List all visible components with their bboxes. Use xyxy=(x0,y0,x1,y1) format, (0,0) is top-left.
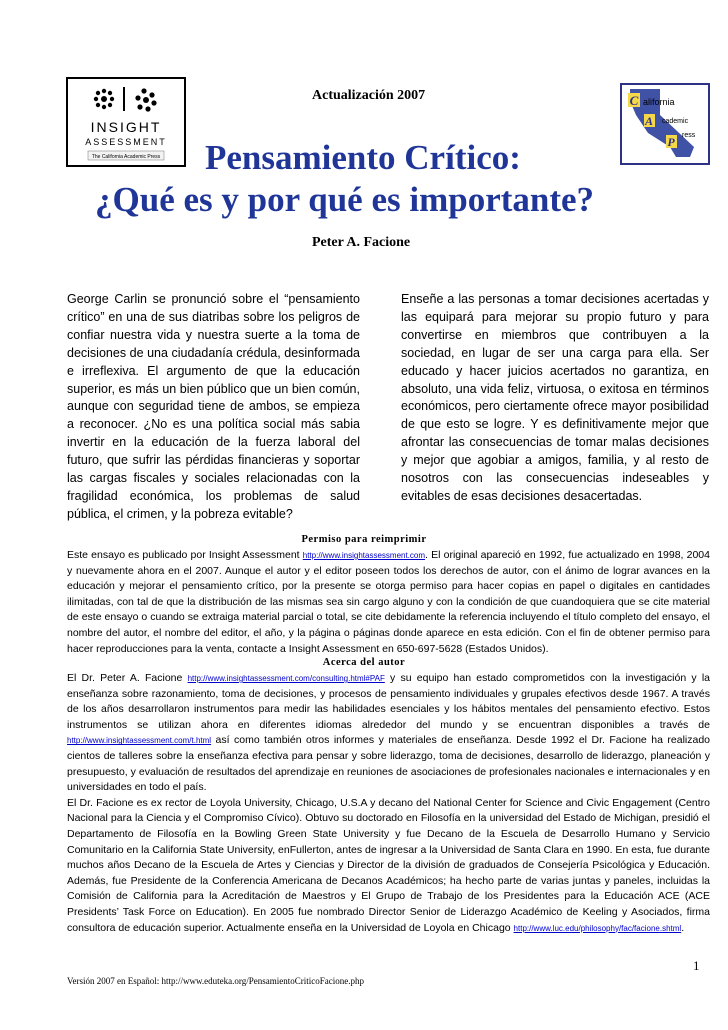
page-number: 1 xyxy=(693,958,700,973)
page-title-line-2: ¿Qué es y por qué es importante? xyxy=(95,180,595,219)
cap-logo-graphic xyxy=(622,85,708,163)
about-paragraph-2 xyxy=(67,796,710,936)
about-author-heading: Acerca del autor xyxy=(322,657,406,668)
about-p2-text-b: . xyxy=(681,921,685,934)
update-label: Actualización 2007 xyxy=(312,88,426,103)
cap-word-california: alifornia xyxy=(643,97,675,107)
about-author-text xyxy=(67,671,710,936)
permission-text-a: Este ensayo es publicado por Insight Assessment xyxy=(67,549,303,561)
intro-column-right: Enseñe a las personas a tomar decisiones acertadas y las equipará para mejorar su propio futuro y para convertirse en miembros que contribuyen a la sociedad, en lugar de ser una carga para ella. Ser educado y hacer juicios acertados no garantiza, en absoluto, una vida feliz, virtuosa, o exitosa en términos económicos, pero ciertamente ofrece mayor posibilidad de que esto se logre. Y es definitivamente mejor que afrontar las consecuencias de tomar malas decisiones y mejor que agobiar a amigos, familia, y al resto de nosotros con las consecuencias indeseables y evitables de esas decisiones desacertadas. xyxy=(401,292,709,503)
california-academic-press-logo xyxy=(620,83,710,165)
about-paragraph-1 xyxy=(67,671,710,796)
about-p1-text-a: El Dr. Peter A. Facione xyxy=(67,672,188,684)
about-p2-text-a: El Dr. Facione es ex rector de Loyola University, Chicago, U.S.A y decano del National Center for Science and Civic Engagement (Centro Nacional para la Ciencia y el Compromiso Cívico). Obtuvo su doctorado en Filosofía en la universidad del Estado de Michigan, presidió el Departamento de Filosofía en la Bowling Green State University y fue Decano de la Escuela de Desarrollo Humano y Servicio Comunitario en la California State University, enFullerton, antes de ingresar a la Universidad de Santa Clara en 1990. En esta, fue durante muchos años Decano de la Escuela de Artes y Ciencias y Director de la división de graduados de Consejería Psicológica y Educación. Además, fue Presidente de la Conferencia Americana de Decanos Académicos; ha hecho parte de varias juntas y paneles, incluidas la Comisión de California para la Acreditación de Maestros y El Grupo de Trabajo de los Presidentes para la Educación ACE (ACE Presidents’ Task Force on Education). En 2005 fue nombrado Director Senior de Liderazgo Académico de Keeling y Asociados, firma consultora de educación superior. Actualmente enseña en la Universidad de Loyola en Chicago xyxy=(67,796,711,934)
insight-logo-tagline: The California Academic Press xyxy=(91,154,161,160)
insight-logo-word: INSIGHT xyxy=(90,119,162,135)
insight-assessment-logo xyxy=(66,77,186,167)
permission-text-b: . El original apareció en 1992, fue actualizado en 1998, 2004 y nuevamente ahora en el 2007. Aunque el autor y el editor poseen todos los derechos de autor, con el ánimo de lograr avances en la educación y mejorar el pensamiento crítico, por la presente se otorga permiso para hacer copias en papel o digitales en cantidades ilimitadas, con tal de que la distribución de las mismas sea sin cargo alguno y con la condición de que cuandoquiera que se cite material de este ensayo o cuando se extraiga material parcial o total, se cite debidamente la referencia incluyendo el título completo del ensayo, el nombre del autor, el nombre del editor, el año, y la página o páginas donde aparece en esta edición. Con el fin de obtener permiso para hacer reproducciones para la venta, contacte a Insight Assessment en 650-697-5628 (Estados Unidos). xyxy=(67,549,710,655)
instruments-link[interactable]: http://www.insightassessment.com/t.html xyxy=(67,736,212,746)
cap-letter-p: P xyxy=(667,135,675,149)
insight-assessment-link[interactable]: http://www.insightassessment.com xyxy=(302,551,426,560)
about-p1-text-b: y su equipo han estado comprometidos con la investigación y la enseñanza sobre razonamiento, toma de decisiones, y procesos de pensamiento individuales y grupales efectivos desde 1967. A través de los años desarrollaron instrumentos para medir las habilidades esenciales y los hábitos mentales del pensamiento efectivo. Estos instrumentos se utilizan ahora en diferentes idiomas alrededor del mundo y se encuentran disponibles a través de xyxy=(67,672,710,731)
intro-column-left: George Carlin se pronunció sobre el “pensamiento crítico” en una de sus diatribas sobre los peligros de confiar nuestra vida y nuestra suerte a la toma de decisiones de una ciudadanía crédula, desinformada e irreflexiva. El argumento de que la educación superior, es más un bien público que un bien común, aunque con seguridad tiene de ambos, se empieza a reconocer. ¿No es una política social más sabia invertir en la educación de la fuerza laboral del futuro, que sufrir las pérdidas financieras y soportar las cargas fiscales y sociales relacionadas con la fragilidad económica, los problemas de salud pública, el crimen, y la pobreza evitable? xyxy=(67,292,360,521)
loyola-faculty-link[interactable]: http://www.luc.edu/philosophy/fac/facione.shtml xyxy=(513,923,682,933)
author-name: Peter A. Facione xyxy=(312,235,411,250)
cap-word-academic: cademic xyxy=(662,118,689,125)
about-p1-text-c: así como también otros informes y materiales de enseñanza. Desde 1992 el Dr. Facione ha realizado cientos de talleres sobre la enseñanza efectiva para pensar y sobre liderazgo, toma de decisiones, desarrollo de liderazgo, planeación y presupuesto, y evaluación de resultados del aprendizaje en reuniones de asociaciones de profesionales nacionales e internacionales y en universidades en todo el país. xyxy=(67,734,710,794)
cap-letter-a: A xyxy=(644,114,654,128)
consulting-link[interactable]: http://www.insightassessment.com/consulting.html#PAF xyxy=(187,674,385,683)
assessment-logo-word: ASSESSMENT xyxy=(85,137,167,147)
insight-logo-graphic xyxy=(68,79,184,165)
cap-word-press: ress xyxy=(682,132,696,139)
permission-text xyxy=(67,548,710,657)
page-title-line-1: Pensamiento Crítico: xyxy=(205,138,521,177)
permission-heading: Permiso para reimprimir xyxy=(301,534,427,545)
cap-letter-c: C xyxy=(629,93,639,108)
footer-version: Versión 2007 en Español: http://www.eduteka.org/PensamientoCriticoFacione.php xyxy=(67,976,364,986)
